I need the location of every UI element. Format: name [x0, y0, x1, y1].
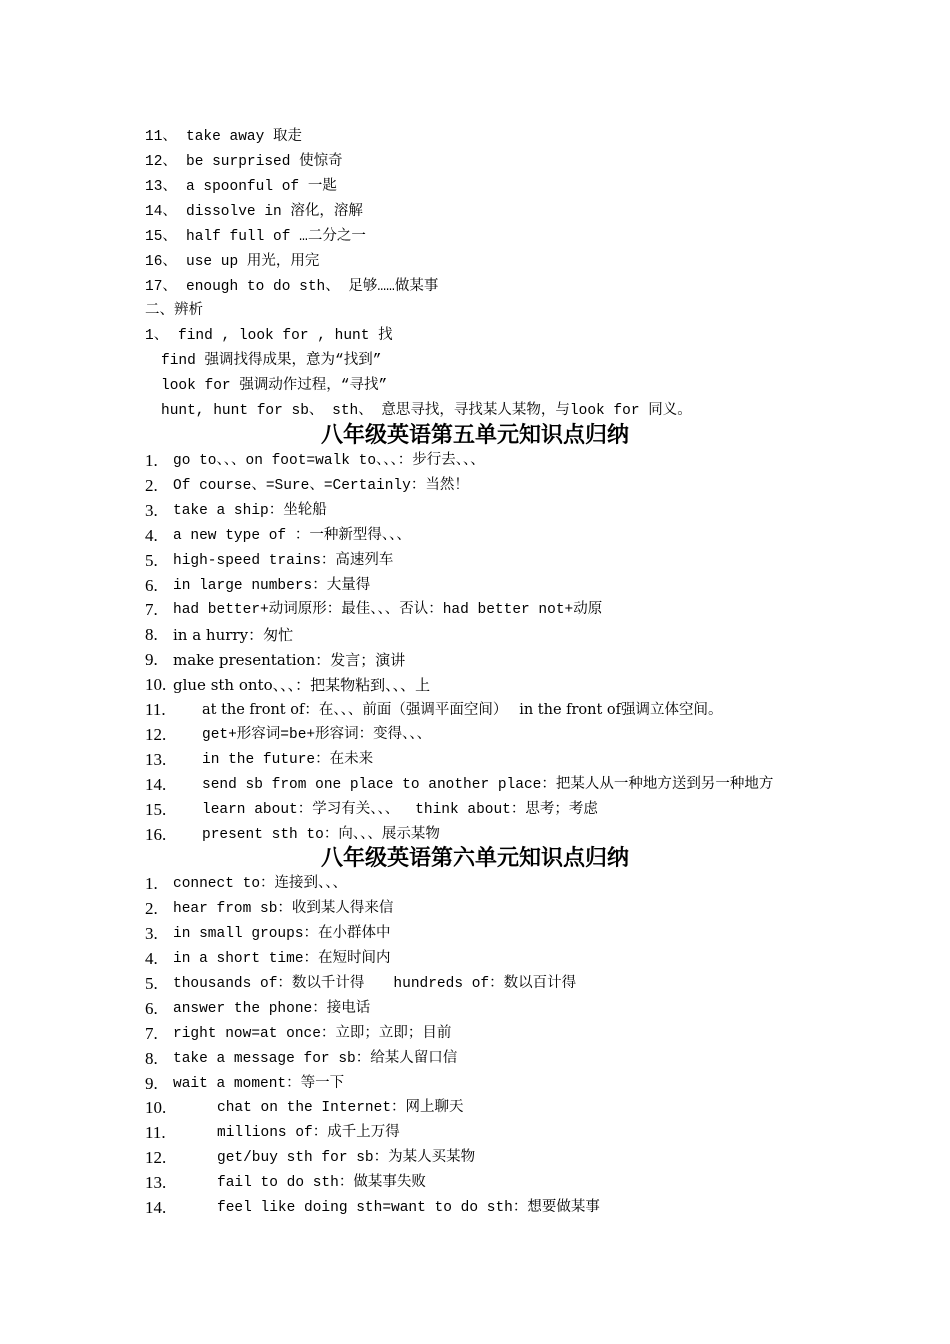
item-text: half full of …二分之一 — [186, 229, 366, 245]
discrimination-heading — [145, 326, 393, 346]
item-text: in the future：在未来 — [202, 752, 374, 768]
item-text: enough to do sth、 足够……做某事 — [186, 279, 439, 295]
item-number: 6. — [145, 576, 158, 595]
item-number: 5. — [145, 551, 158, 570]
item-text: in a short time：在短时间内 — [173, 951, 391, 967]
item-text: send sb from one place to another place：把某人从一种地方送到另一种地方 — [202, 777, 774, 793]
item-number: 1. — [145, 874, 158, 893]
item-text: Of course、=Sure、=Certainly：当然！ — [173, 478, 469, 494]
item-number: 8. — [145, 625, 158, 644]
item-number: 2. — [145, 476, 158, 495]
item-number: 16、 — [145, 254, 177, 270]
item-text: answer the phone：接电话 — [173, 1001, 371, 1017]
item-number: 16. — [145, 825, 167, 844]
item-number: 15、 — [145, 229, 177, 245]
item-number: 1. — [145, 451, 158, 470]
list-item — [145, 202, 363, 222]
item-number: 10. — [145, 675, 167, 694]
item-text: make presentation：发言；演讲 — [173, 651, 406, 669]
list-item — [145, 177, 337, 197]
item-number: 12、 — [145, 154, 177, 170]
item-text: a spoonful of 一匙 — [186, 179, 337, 195]
item-number: 3. — [145, 501, 158, 520]
item-text: glue sth onto、、、：把某物粘到、、、上 — [173, 676, 431, 694]
list-item — [145, 152, 343, 172]
unit6-title: 八年级英语第六单元知识点归纳 — [320, 846, 629, 871]
item-text: wait a moment：等一下 — [173, 1076, 345, 1092]
item-number: 8. — [145, 1049, 158, 1068]
item-number: 14. — [145, 1198, 167, 1217]
item-number: 13、 — [145, 179, 177, 195]
item-number: 17、 — [145, 279, 177, 295]
item-number: 9. — [145, 1074, 158, 1093]
discrimination-line: find 强调找得成果，意为“找到” — [161, 353, 382, 369]
item-text: find , look for , hunt 找 — [178, 328, 393, 344]
item-number: 12. — [145, 1148, 167, 1167]
item-text: in large numbers：大量得 — [173, 578, 371, 594]
item-text: in a hurry：匆忙 — [173, 626, 294, 644]
item-text: feel like doing sth=want to do sth：想要做某事 — [217, 1200, 600, 1216]
discrimination-line: look for 强调动作过程，“寻找” — [161, 378, 388, 394]
item-number: 13. — [145, 1173, 167, 1192]
item-text: fail to do sth：做某事失败 — [217, 1175, 426, 1191]
item-number: 11、 — [145, 129, 177, 145]
item-number: 4. — [145, 949, 158, 968]
list-item — [145, 277, 439, 297]
item-number: 14. — [145, 775, 167, 794]
item-number: 3. — [145, 924, 158, 943]
item-text: high-speed trains：高速列车 — [173, 553, 394, 569]
unit5-title: 八年级英语第五单元知识点归纳 — [320, 423, 629, 448]
item-text: a new type of ：一种新型得、、、 — [173, 528, 411, 544]
item-text: right now=at once：立即；立即；目前 — [173, 1026, 452, 1042]
item-number: 13. — [145, 750, 167, 769]
list-item — [145, 127, 303, 147]
discrimination-line: hunt, hunt for sb、 sth、 意思寻找，寻找某人某物，与look for 同义。 — [161, 403, 692, 419]
item-text: at the front of：在、、、前面（强调平面空间） in the front of强调立体空间。 — [202, 702, 723, 718]
item-number: 6. — [145, 999, 158, 1018]
item-number: 5. — [145, 974, 158, 993]
item-number: 10. — [145, 1098, 167, 1117]
list-item — [145, 227, 366, 247]
item-text: in small groups：在小群体中 — [173, 926, 391, 942]
item-number: 2. — [145, 899, 158, 918]
item-number: 7. — [145, 600, 158, 619]
item-number: 4. — [145, 526, 158, 545]
item-text: take a ship：坐轮船 — [173, 503, 327, 519]
item-text: thousands of：数以千计得 hundreds of：数以百计得 — [173, 976, 577, 992]
item-text: present sth to：向、、、展示某物 — [202, 827, 440, 843]
item-text: go to、、、on foot=walk to、、、：步行去、、、 — [173, 453, 485, 469]
item-number: 15. — [145, 800, 167, 819]
list-item — [145, 252, 320, 272]
item-text: get/buy sth for sb：为某人买某物 — [217, 1150, 476, 1166]
item-number: 11. — [145, 700, 166, 719]
item-text: learn about：学习有关、、、 think about：思考；考虑 — [202, 802, 598, 818]
item-number: 9. — [145, 650, 158, 669]
item-text: use up 用光，用完 — [186, 254, 320, 270]
item-number: 11. — [145, 1123, 166, 1142]
item-number: 1、 — [145, 328, 169, 344]
item-number: 14、 — [145, 204, 177, 220]
item-text: had better+动词原形：最佳、、、否认：had better not+动原 — [173, 602, 603, 618]
section-title: 二、辨析 — [145, 303, 203, 319]
item-text: get+形容词=be+形容词：变得、、、 — [202, 727, 432, 743]
item-text: be surprised 使惊奇 — [186, 154, 343, 170]
item-text: chat on the Internet：网上聊天 — [217, 1100, 464, 1116]
item-text: millions of：成千上万得 — [217, 1125, 400, 1141]
item-text: hear from sb：收到某人得来信 — [173, 901, 394, 917]
item-text: take away 取走 — [186, 129, 303, 145]
item-number: 12. — [145, 725, 167, 744]
item-number: 7. — [145, 1024, 158, 1043]
item-text: connect to：连接到、、、 — [173, 876, 348, 892]
item-text: take a message for sb：给某人留口信 — [173, 1051, 458, 1067]
item-text: dissolve in 溶化，溶解 — [186, 204, 363, 220]
